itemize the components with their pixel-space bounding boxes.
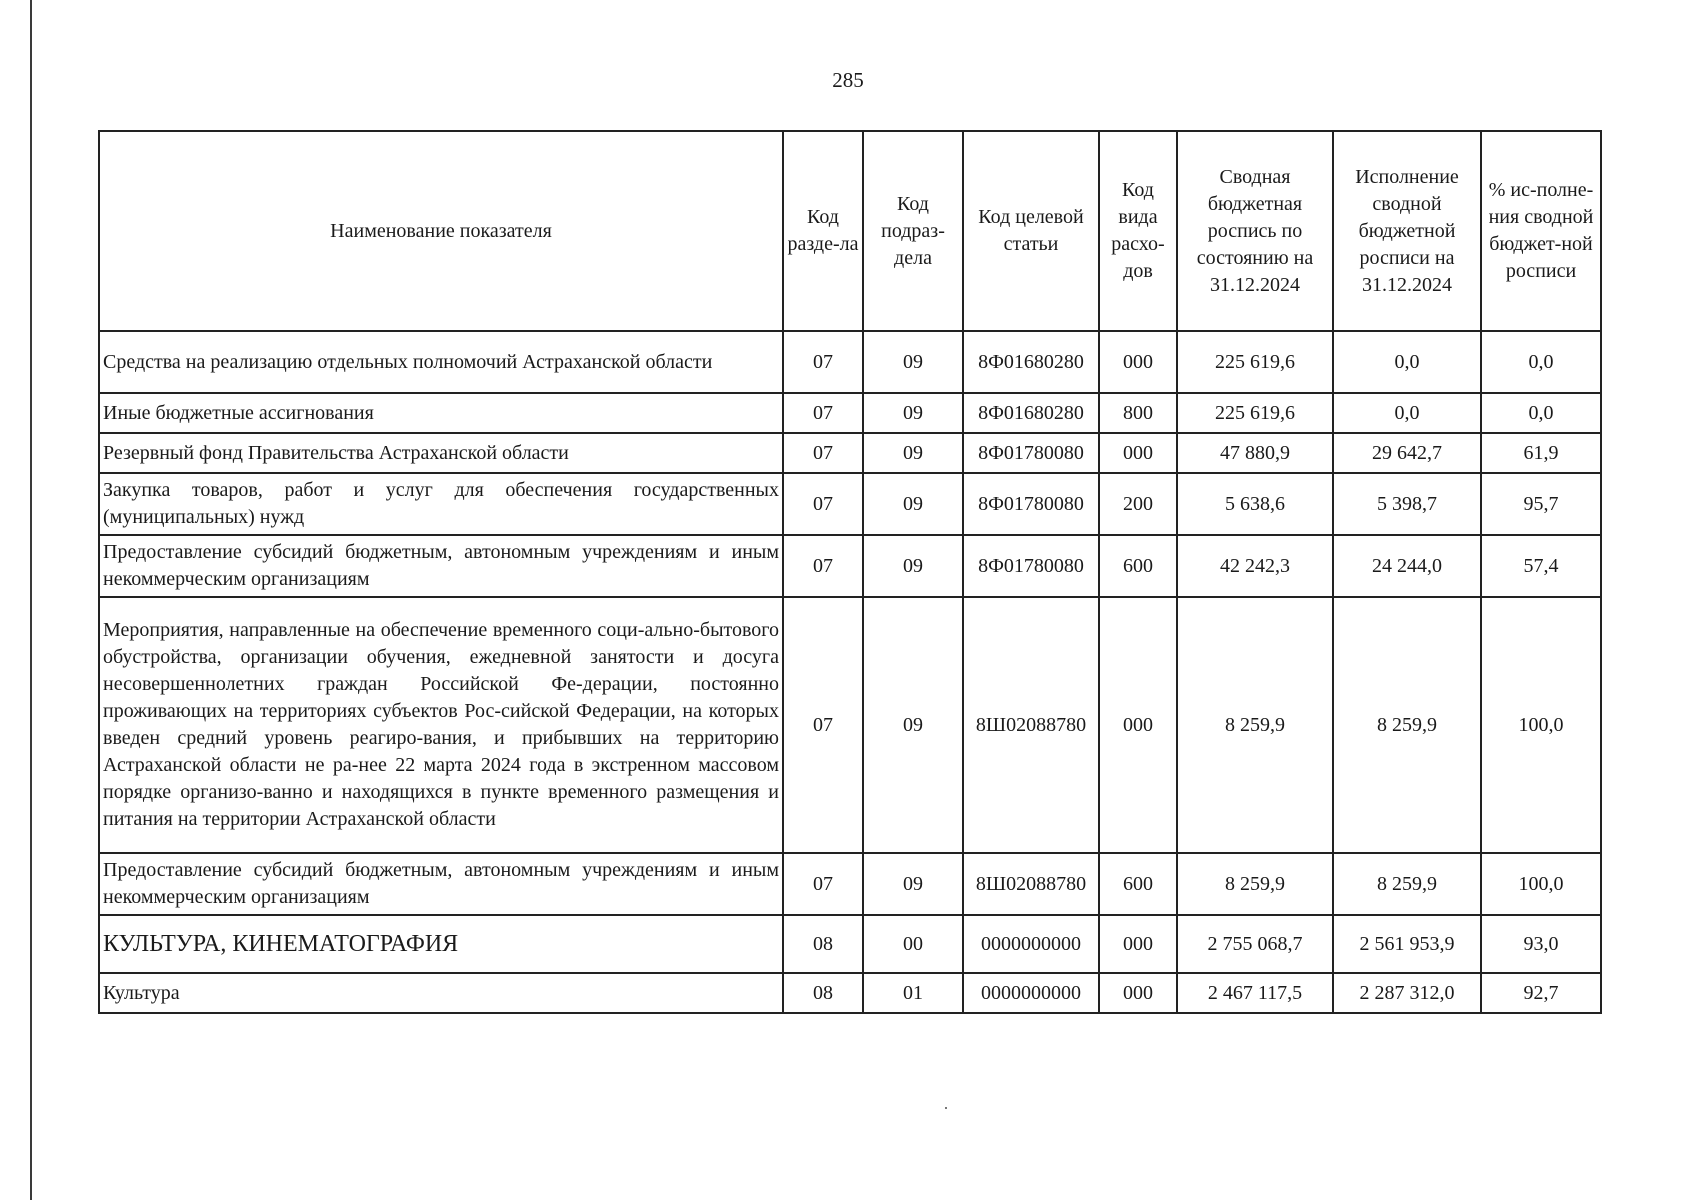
row-indicator-name: Предоставление субсидий бюджетным, автономным учреждениям и иным некоммерческим организациям <box>99 853 783 915</box>
table-row <box>99 393 1601 433</box>
row-fact-amount: 8 259,9 <box>1333 853 1481 915</box>
row-indicator-name: КУЛЬТУРА, КИНЕМАТОГРАФИЯ <box>99 915 783 973</box>
table-row <box>99 973 1601 1013</box>
row-target-code: 8Ф01780080 <box>963 473 1099 535</box>
row-subsection-code: 09 <box>863 433 963 473</box>
row-subsection-code: 00 <box>863 915 963 973</box>
row-expense-type: 600 <box>1099 535 1177 597</box>
row-fact-amount: 0,0 <box>1333 331 1481 393</box>
row-percent: 93,0 <box>1481 915 1601 973</box>
table-row <box>99 473 1601 535</box>
row-fact-amount: 29 642,7 <box>1333 433 1481 473</box>
table-row <box>99 331 1601 393</box>
row-percent: 0,0 <box>1481 393 1601 433</box>
row-section-code: 07 <box>783 853 863 915</box>
row-percent: 100,0 <box>1481 853 1601 915</box>
row-indicator-name: Мероприятия, направленные на обеспечение временного соци-ально-бытового обустройства, организации обучения, ежедневной занятости и досуга несовершеннолетних граждан Российской Фе-дерации, постоянно проживающих на территориях субъектов Рос-сийской Федерации, на которых введен средний уровень реагиро-вания, и прибывших на территорию Астраханской области не ра-нее 22 марта 2024 года в экстренном массовом порядке организо-ванно и находящихся в пункте временного размещения и питания на территории Астраханской области <box>99 597 783 853</box>
row-expense-type: 600 <box>1099 853 1177 915</box>
row-indicator-name: Резервный фонд Правительства Астраханской области <box>99 433 783 473</box>
row-expense-type: 000 <box>1099 597 1177 853</box>
table-row <box>99 433 1601 473</box>
row-indicator-name: Закупка товаров, работ и услуг для обеспечения государственных (муниципальных) нужд <box>99 473 783 535</box>
row-expense-type: 200 <box>1099 473 1177 535</box>
row-subsection-code: 09 <box>863 331 963 393</box>
table-row <box>99 853 1601 915</box>
row-section-code: 07 <box>783 393 863 433</box>
row-subsection-code: 09 <box>863 597 963 853</box>
scan-speck <box>945 1107 947 1109</box>
row-target-code: 0000000000 <box>963 915 1099 973</box>
scan-edge-line <box>30 0 32 1200</box>
header-target-article-code: Код целевой статьи <box>963 131 1099 331</box>
row-fact-amount: 5 398,7 <box>1333 473 1481 535</box>
row-plan-amount: 42 242,3 <box>1177 535 1333 597</box>
row-target-code: 0000000000 <box>963 973 1099 1013</box>
page-number: 285 <box>832 68 864 92</box>
row-section-code: 07 <box>783 473 863 535</box>
header-subsection-code: Код подраз-дела <box>863 131 963 331</box>
row-percent: 92,7 <box>1481 973 1601 1013</box>
row-target-code: 8Ф01780080 <box>963 433 1099 473</box>
row-subsection-code: 09 <box>863 853 963 915</box>
header-execution: Исполнение сводной бюджетной росписи на 31.12.2024 <box>1333 131 1481 331</box>
row-indicator-name: Средства на реализацию отдельных полномочий Астраханской области <box>99 331 783 393</box>
table-row <box>99 597 1601 853</box>
header-section-code: Код разде-ла <box>783 131 863 331</box>
row-target-code: 8Ф01680280 <box>963 393 1099 433</box>
row-plan-amount: 5 638,6 <box>1177 473 1333 535</box>
row-target-code: 8Ф01780080 <box>963 535 1099 597</box>
header-execution-percent: % ис-полне-ния сводной бюджет-ной росписи <box>1481 131 1601 331</box>
row-target-code: 8Ш02088780 <box>963 597 1099 853</box>
row-expense-type: 000 <box>1099 433 1177 473</box>
row-section-code: 07 <box>783 535 863 597</box>
row-plan-amount: 2 467 117,5 <box>1177 973 1333 1013</box>
row-subsection-code: 09 <box>863 473 963 535</box>
row-plan-amount: 225 619,6 <box>1177 393 1333 433</box>
table-row <box>99 535 1601 597</box>
row-percent: 0,0 <box>1481 331 1601 393</box>
row-plan-amount: 8 259,9 <box>1177 853 1333 915</box>
row-subsection-code: 01 <box>863 973 963 1013</box>
row-indicator-name: Предоставление субсидий бюджетным, автономным учреждениям и иным некоммерческим организациям <box>99 535 783 597</box>
row-indicator-name: Иные бюджетные ассигнования <box>99 393 783 433</box>
row-expense-type: 000 <box>1099 973 1177 1013</box>
row-section-code: 07 <box>783 331 863 393</box>
header-indicator-name: Наименование показателя <box>99 131 783 331</box>
row-percent: 57,4 <box>1481 535 1601 597</box>
row-fact-amount: 8 259,9 <box>1333 597 1481 853</box>
row-plan-amount: 225 619,6 <box>1177 331 1333 393</box>
row-section-code: 08 <box>783 973 863 1013</box>
row-fact-amount: 0,0 <box>1333 393 1481 433</box>
row-target-code: 8Ш02088780 <box>963 853 1099 915</box>
row-expense-type: 800 <box>1099 393 1177 433</box>
row-subsection-code: 09 <box>863 393 963 433</box>
row-indicator-name: Культура <box>99 973 783 1013</box>
row-fact-amount: 2 561 953,9 <box>1333 915 1481 973</box>
row-plan-amount: 8 259,9 <box>1177 597 1333 853</box>
table-row-section <box>99 915 1601 973</box>
row-section-code: 07 <box>783 433 863 473</box>
row-fact-amount: 2 287 312,0 <box>1333 973 1481 1013</box>
row-percent: 61,9 <box>1481 433 1601 473</box>
row-section-code: 08 <box>783 915 863 973</box>
row-expense-type: 000 <box>1099 331 1177 393</box>
header-budget-schedule: Сводная бюджетная роспись по состоянию на 31.12.2024 <box>1177 131 1333 331</box>
row-percent: 100,0 <box>1481 597 1601 853</box>
row-percent: 95,7 <box>1481 473 1601 535</box>
table-header-row <box>99 131 1601 331</box>
row-expense-type: 000 <box>1099 915 1177 973</box>
row-plan-amount: 47 880,9 <box>1177 433 1333 473</box>
row-subsection-code: 09 <box>863 535 963 597</box>
header-expense-type-code: Код вида расхо-дов <box>1099 131 1177 331</box>
row-fact-amount: 24 244,0 <box>1333 535 1481 597</box>
row-plan-amount: 2 755 068,7 <box>1177 915 1333 973</box>
row-section-code: 07 <box>783 597 863 853</box>
row-target-code: 8Ф01680280 <box>963 331 1099 393</box>
budget-execution-table <box>98 130 1602 1014</box>
